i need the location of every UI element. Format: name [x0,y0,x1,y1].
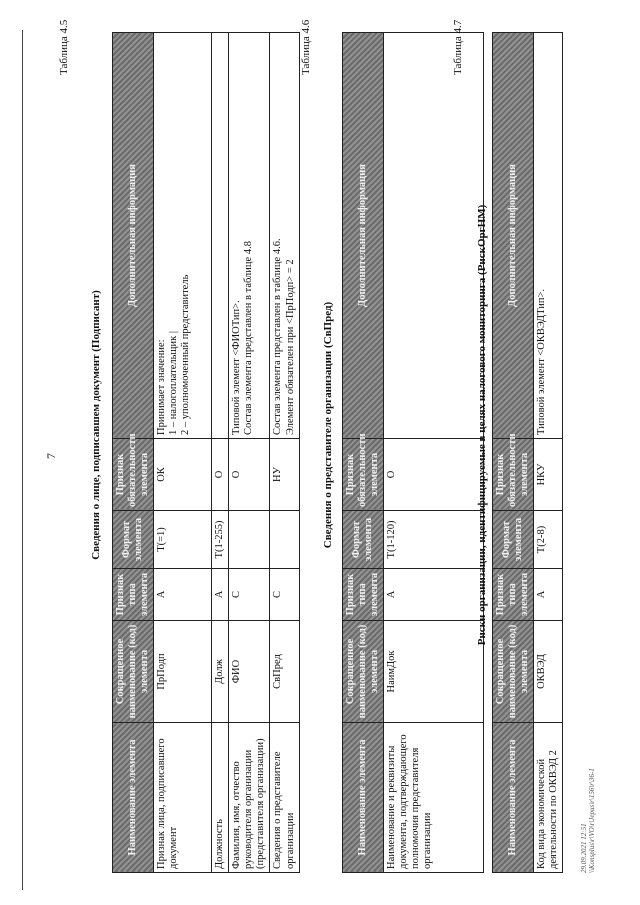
header-cell: Формат элемента [343,511,384,569]
page-number: 7 [44,453,58,459]
table-cell: ПрПодп [154,621,212,723]
table-4-5-caption: Таблица 4.5 [58,19,70,75]
table-cell: ОК [154,439,212,511]
table-4-7-title: Риски организации, идентифицируемые в целях налогового мониторинга (РискОргНМ) [476,204,488,646]
footer-stamp [580,768,597,873]
table-cell: Признак лица, подписавшего документ [154,723,212,873]
table-cell: Т(2-8) [534,511,563,569]
table-cell: НУ [270,439,299,511]
table-cell: А [154,569,212,621]
table-cell: А [534,569,563,621]
table-cell: ОКВЭД [534,621,563,723]
table-row [384,33,484,873]
table-4-5-title: Сведения о лице, подписавшем документ (Подписант) [90,290,102,560]
table-cell: НКУ [534,439,563,511]
table-row [154,33,212,873]
table-row [229,33,270,873]
header-cell: Признак типа элемента [113,569,154,621]
table-cell: Должность [212,723,229,873]
header-cell: Наименование элемента [343,723,384,873]
table-cell: Состав элемента представлен в таблице 4.6. Элемент обязателен при <ПрПодп> = 2 [270,33,299,439]
table-cell: А [384,569,484,621]
header-cell: Сокращенное наименование (код) элемента [493,621,534,723]
table-cell: Код вида экономической деятельности по ОКВЭД 2 [534,723,563,873]
header-cell: Дополнительная информация [493,33,534,439]
table-4-5-header-row [113,33,154,873]
table-4-7-header-row [493,33,534,873]
table-cell: О [229,439,270,511]
header-cell: Наименование элемента [493,723,534,873]
header-cell: Наименование элемента [113,723,154,873]
table-cell: Фамилия, имя, отчество руководителя организации (представителя организации) [229,723,270,873]
table-cell [229,511,270,569]
header-cell: Признак обязательности элемента [113,439,154,511]
table-4-5 [112,32,300,873]
table-cell: СвПред [270,621,299,723]
table-cell: Наименование и реквизиты документа, подтверждающего полномочия представителя организации [384,723,484,873]
table-cell: Сведения о представителе организации [270,723,299,873]
table-4-6-title: Сведения о представителе организации (СвПред) [322,301,334,549]
footer-stamp-path: \\Konsplus\r\VO\r\Jepus\r\156\r\36-1 [588,768,597,873]
scan-edge-line [22,30,23,890]
table-cell [384,33,484,439]
table-4-6-caption: Таблица 4.6 [300,19,312,75]
header-cell: Признак обязательности элемента [493,439,534,511]
table-cell: Т(1-120) [384,511,484,569]
table-cell [270,511,299,569]
table-cell: Принимает значение: 1 – налогоплательщик | 2 – уполномоченный представитель [154,33,212,439]
header-cell: Признак типа элемента [343,569,384,621]
table-row [270,33,299,873]
table-cell: Типовой элемент <ФИОТип>. Состав элемента представлен в таблице 4.8 [229,33,270,439]
table-cell: Типовой элемент <ОКВЭДТип>. [534,33,563,439]
table-cell: С [229,569,270,621]
header-cell: Формат элемента [493,511,534,569]
header-cell: Признак обязательности элемента [343,439,384,511]
table-cell: Т(1-255) [212,511,229,569]
table-row [212,33,229,873]
table-cell: С [270,569,299,621]
table-cell: О [212,439,229,511]
table-4-7 [492,32,563,873]
table-4-7-caption: Таблица 4.7 [452,19,464,75]
table-row [534,33,563,873]
table-cell: Т(=1) [154,511,212,569]
table-cell: О [384,439,484,511]
table-cell: НаимДок [384,621,484,723]
footer-stamp-date: 29.09.2021 12:51 [580,823,588,873]
table-4-6 [342,32,484,873]
table-cell: Долж [212,621,229,723]
header-cell: Дополнительная информация [343,33,384,439]
header-cell: Формат элемента [113,511,154,569]
table-cell: А [212,569,229,621]
table-cell: ФИО [229,621,270,723]
header-cell: Дополнительная информация [113,33,154,439]
header-cell: Признак типа элемента [493,569,534,621]
table-4-6-header-row [343,33,384,873]
table-cell [212,33,229,439]
header-cell: Сокращенное наименование (код) элемента [343,621,384,723]
header-cell: Сокращенное наименование (код) элемента [113,621,154,723]
